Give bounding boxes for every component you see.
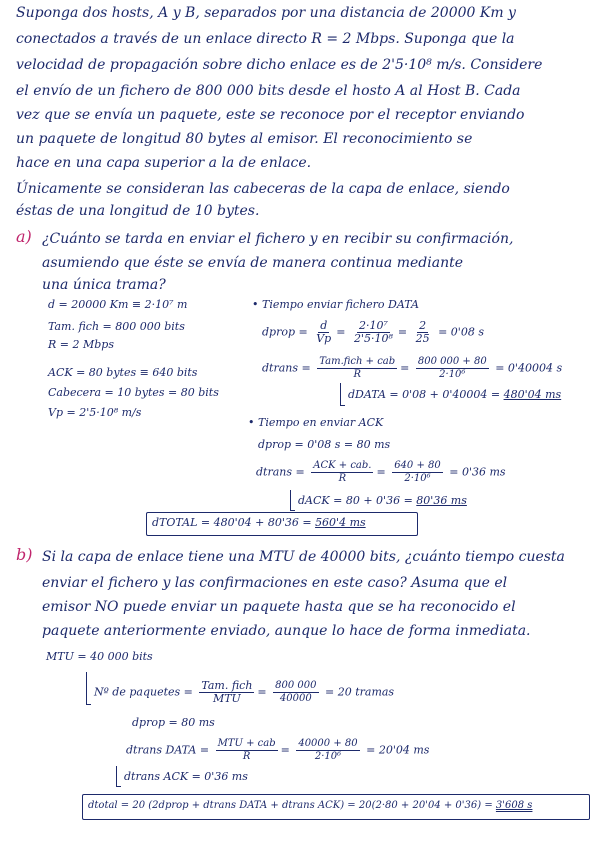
- part-a-question-1: ¿Cuánto se tarda en enviar el fichero y en recibir su confirmación,: [42, 231, 514, 247]
- dtotal-result: 560'4 ms: [315, 516, 366, 529]
- dprop-result: = 0'08 s: [438, 325, 484, 339]
- part-b-dtrans-ack: dtrans ACK = 0'36 ms: [124, 770, 248, 783]
- npaq-equation: Nº de paquetes = $\frac{\text{Tam. fich}}{\text{MTU}}$ = $\frac{800 000}{40000}$ = 20 tramas: [94, 679, 395, 705]
- dtrans-f1-den: R: [353, 369, 361, 380]
- ack-dtrans-f1-den: R: [338, 473, 347, 484]
- intro-line-4: el envío de un fichero de 800 000 bits desde el hosto A al Host B. Cada: [16, 83, 521, 99]
- part-a-label: a): [16, 227, 32, 246]
- part-a-question-3: una única trama?: [42, 277, 166, 293]
- intro-line-7: hace en una capa superior a la de enlace.: [16, 155, 312, 171]
- dprop-f3-num: 2: [419, 319, 427, 332]
- dprop-f1-den: Vp: [316, 332, 332, 345]
- dtrans-f1-num: Tam.fich + cab: [319, 356, 396, 367]
- part-a-question-2: asumiendo que éste se envía de manera continua mediante: [42, 255, 463, 271]
- part-b-dtotal-expr: 20 (2dprop + dtrans DATA + dtrans ACK) = 20(2·80 + 20'04 + 0'36) =: [132, 800, 493, 811]
- part-b-question-2: enviar el fichero y las confirmaciones en este caso? Asuma que el: [42, 575, 508, 591]
- part-b-dtotal-label: dtotal =: [88, 800, 130, 811]
- given-ack: ACK = 80 bytes ≡ 640 bits: [48, 366, 198, 379]
- ack-dprop: dprop = 0'08 s = 80 ms: [258, 438, 391, 451]
- npaq-bracket: [86, 672, 91, 705]
- ack-dtrans-f1-num: ACK + cab.: [313, 460, 372, 471]
- given-rate: R = 2 Mbps: [48, 338, 114, 351]
- ack-dtrans-equation: dtrans = $\frac{\text{ACK + cab.}}{R}$ = $\frac{640 + 80}{\text{2·10⁶}}$ = 0'36 ms: [256, 460, 506, 484]
- ack-dtrans-f2-den: 2·10⁶: [404, 473, 431, 484]
- part-b-question-3: emisor NO puede enviar un paquete hasta que se ha reconocido el: [42, 599, 516, 615]
- mtu-value: MTU = 40 000 bits: [46, 650, 153, 663]
- part-b-dprop: dprop = 80 ms: [132, 716, 215, 729]
- ddata-bracket: [340, 383, 345, 406]
- dtrans-data-f1-den: R: [242, 751, 251, 762]
- dtrans-data-label: dtrans DATA =: [126, 743, 210, 757]
- dprop-f1-num: d: [320, 319, 328, 332]
- ddata-expr: 0'08 + 0'40004 =: [402, 388, 501, 401]
- dtrans-f2-den: 2·10⁶: [439, 369, 466, 380]
- dtrans-data-f2-num: 40000 + 80: [298, 738, 358, 749]
- dack-expr: 80 + 0'36 =: [345, 494, 413, 507]
- dtrans-ack-bracket: [116, 766, 121, 787]
- part-b-label: b): [16, 545, 33, 564]
- dprop-equation: dprop = $\frac{d}{Vp}$ = $\frac{\text{2·10⁷}}{\text{2'5·10⁸}}$ = $\frac{2}{25}$ = 0'08 s: [262, 319, 484, 345]
- npaq-result: = 20 tramas: [325, 685, 395, 699]
- dtotal-label: dTOTAL =: [152, 516, 211, 529]
- part-b-dtotal-equation: [88, 799, 532, 812]
- intro-line-9: éstas de una longitud de 10 bytes.: [16, 203, 260, 219]
- dack-equation: [298, 494, 467, 508]
- dtrans-data-equation: dtrans DATA = $\frac{\text{MTU + cab}}{R}$ = $\frac{40000 + 80}{\text{2·10⁶}}$ = 20'04 ms: [126, 738, 430, 762]
- dprop-f3-den: 25: [415, 332, 430, 345]
- dack-bracket: [290, 490, 295, 511]
- intro-line-2: conectados a través de un enlace directo R = 2 Mbps. Suponga que la: [16, 31, 515, 47]
- ddata-result: 480'04 ms: [503, 388, 562, 401]
- given-vp: Vp = 2'5·10⁸ m/s: [48, 406, 142, 419]
- ack-dtrans-result: = 0'36 ms: [449, 465, 506, 479]
- dtotal-expr: 480'04 + 80'36 =: [213, 516, 312, 529]
- intro-line-3: velocidad de propagación sobre dicho enlace es de 2'5·10⁸ m/s. Considere: [16, 57, 543, 73]
- dtotal-equation: [152, 516, 366, 530]
- dtrans-label: dtrans =: [262, 361, 311, 375]
- intro-line-6: un paquete de longitud 80 bytes al emisor. El reconocimiento se: [16, 131, 473, 147]
- intro-line-8: Únicamente se consideran las cabeceras de la capa de enlace, siendo: [16, 181, 510, 197]
- ddata-equation: [348, 388, 561, 402]
- dtrans-f2-num: 800 000 + 80: [417, 356, 487, 367]
- intro-line-5: vez que se envía un paquete, este se reconoce por el receptor enviando: [16, 107, 525, 123]
- dtrans-data-result: = 20'04 ms: [366, 743, 430, 757]
- npaq-f2-num: 800 000: [275, 680, 317, 691]
- dtrans-result: = 0'40004 s: [495, 361, 563, 375]
- dack-label: dACK =: [298, 494, 343, 507]
- given-file-size: Tam. fich = 800 000 bits: [48, 320, 185, 333]
- npaq-f2-den: 40000: [279, 693, 312, 704]
- dack-result: 80'36 ms: [416, 494, 467, 507]
- part-b-dtotal-result: 3'608 s: [495, 800, 533, 811]
- npaq-label: Nº de paquetes =: [94, 685, 193, 699]
- part-b-question-4: paquete anteriormente enviado, aunque lo hace de forma inmediata.: [42, 623, 531, 639]
- ack-heading: • Tiempo en enviar ACK: [248, 416, 384, 429]
- ddata-label: dDATA =: [348, 388, 399, 401]
- ack-dtrans-f2-num: 640 + 80: [394, 460, 441, 471]
- dtrans-data-f2-den: 2·10⁶: [314, 751, 342, 762]
- given-distance: d = 20000 Km ≡ 2·10⁷ m: [48, 298, 188, 311]
- given-header: Cabecera = 10 bytes = 80 bits: [48, 386, 219, 399]
- data-heading: • Tiempo enviar fichero DATA: [252, 298, 419, 311]
- dprop-label: dprop =: [262, 325, 308, 339]
- npaq-f1-den: MTU: [212, 692, 241, 705]
- dprop-f2-num: 2·10⁷: [358, 319, 388, 332]
- intro-line-1: Suponga dos hosts, A y B, separados por una distancia de 20000 Km y: [16, 5, 516, 21]
- part-b-question-1: Si la capa de enlace tiene una MTU de 40000 bits, ¿cuánto tiempo cuesta: [42, 549, 565, 565]
- dtrans-equation: dtrans = $\frac{\text{Tam.fich + cab}}{R}$ = $\frac{800 000 + 80}{\text{2·10⁶}}$ = 0'40004 s: [262, 356, 563, 380]
- dprop-f2-den: 2'5·10⁸: [353, 332, 393, 345]
- dtrans-data-f1-num: MTU + cab: [217, 738, 276, 749]
- npaq-f1-num: Tam. fich: [201, 679, 253, 692]
- ack-dtrans-label: dtrans =: [256, 465, 305, 479]
